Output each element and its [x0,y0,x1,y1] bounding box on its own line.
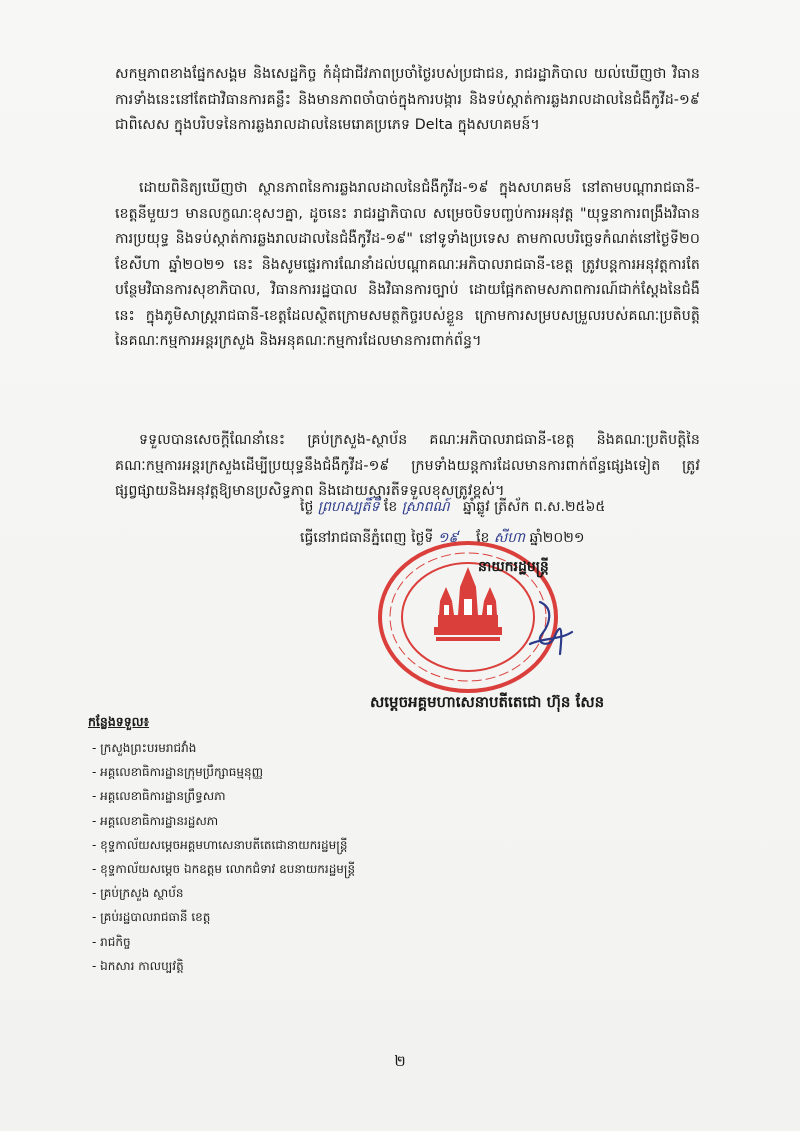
lunar-date-handwritten-day: ព្រហស្បតិ៍ទី [317,499,380,515]
solar-date-month-label: ខែ [476,530,490,546]
distribution-item: - ក្រសួងព្រះបរមរាជវាំង [92,736,355,760]
lunar-date-prefix: ថ្ងៃ [300,499,314,515]
distribution-list [92,736,355,978]
solar-date-year: ឆ្នាំ២០២១ [529,530,585,546]
lunar-date-handwritten-month: ស្រាពណ៍ [401,499,450,515]
signer-name: សម្តេចអគ្គមហាសេនាបតីតេជោ ហ៊ុន សែន [370,693,605,711]
distribution-item: - ខុទ្ទកាល័យសម្តេចអគ្គមហាសេនាបតីតេជោនាយករដ្ឋមន្ត្រី [92,833,355,857]
lunar-date-year: ឆ្នាំឆ្លូវ ត្រីស័ក ព.ស.២៥៦៥ [463,499,606,515]
distribution-item: - អគ្គលេខាធិការដ្ឋានក្រុមប្រឹក្សាធម្មនុញ្ញ [92,760,355,784]
distribution-item: - គ្រប់រដ្ឋបាលរាជធានី ខេត្ត [92,905,355,929]
distribution-item: - គ្រប់ក្រសួង ស្ថាប័ន [92,881,355,905]
signature-icon [520,594,580,666]
distribution-item: - រាជកិច្ច [92,930,355,954]
distribution-item: - ឯកសារ កាលប្បវត្តិ [92,954,355,978]
solar-date-prefix: ធ្វើនៅរាជធានីភ្នំពេញ ថ្ងៃទី [300,530,434,546]
paragraph-1: សកម្មភាពខាងផ្នែកសង្គម និងសេដ្ឋកិច្ច កំដុំជាជីវភាពប្រចាំថ្ងៃរបស់ប្រជាជន, រាជរដ្ឋាភិបាល យល់ឃើញថា វិធានការទាំងនេះនៅតែជាវិធានការគន្លឹះ និងមានភាពចាំបាច់ក្នុងការបង្ការ និងទប់ស្កាត់ការឆ្លងរាលដាលនៃជំងឺកូវីដ-១៩ ជាពិសេស ក្នុងបរិបទនៃការឆ្លងរាលដាលនៃមេរោគប្រភេទ Delta ក្នុងសហគមន៍។ [115,66,700,133]
paragraph-3: ទទួលបានសេចក្តីណែនាំនេះ គ្រប់ក្រសួង-ស្ថាប័ន គណៈអភិបាលរាជធានី-ខេត្ត និងគណៈប្រតិបត្តិនៃគណៈកម្មការអន្តរក្រសួងដើម្បីប្រយុទ្ធនឹងជំងឺកូវីដ-១៩ ក្រមទាំងយន្តការដែលមានការពាក់ព័ន្ធផ្សេងទៀត ត្រូវផ្សព្វផ្សាយនិងអនុវត្តឱ្យមានប្រសិទ្ធភាព និងដោយស្មារតីទទួលខុសត្រូវខ្ពស់។ [115,432,700,499]
paragraph-2: ដោយពិនិត្យឃើញថា ស្ថានភាពនៃការឆ្លងរាលដាលនៃជំងឺកូវីដ-១៩ ក្នុងសហគមន៍ នៅតាមបណ្តារាជធានី-ខេត្តនីមួយៗ មានលក្ខណៈខុសៗគ្នា, ដូចនេះ រាជរដ្ឋាភិបាល សម្រេចបិទបញ្ចប់ការអនុវត្ត "យុទ្ធនាការពង្រឹងវិធានការប្រយុទ្ធ និងទប់ស្កាត់ការឆ្លងរាលដាលនៃជំងឺកូវីដ-១៩" នៅទូទាំងប្រទេស តាមកាលបរិច្ឆេទកំណត់នៅថ្ងៃទី២០ ខែសីហា ឆ្នាំ២០២១ នេះ និងសូមផ្ទេរការណែនាំដល់បណ្តាគណៈអភិបាលរាជធានី-ខេត្ត ត្រូវបន្តការអនុវត្តការតែបន្ថែមវិធានការសុខាភិបាល, វិធានការរដ្ឋបាល និងវិធានការច្បាប់ ដោយផ្អែកតាមសភាពការណ៍ជាក់ស្តែងនៃជំងឺនេះ ក្នុងភូមិសាស្ត្ររាជធានី-ខេត្តដែលស្ថិតក្រោមសមត្ថកិច្ចរបស់ខ្លួន ក្រោមការសម្របសម្រួលរបស់គណៈប្រតិបត្តិនៃគណៈកម្មការអន្តរក្រសួង និងអនុគណៈកម្មការដែលមានការពាក់ព័ន្ធ។ [115,180,700,349]
lunar-date-month-label: ខែ [383,499,398,515]
distribution-item: - អគ្គលេខាធិការដ្ឋានព្រឹទ្ធសភា [92,784,355,808]
page-number: ២ [394,1052,406,1070]
distribution-item: - ខុទ្ទកាល័យសម្តេច ឯកឧត្តម លោកជំទាវ ឧបនាយករដ្ឋមន្ត្រី [92,857,355,881]
distribution-heading: កន្លែងទទួល៖ [88,714,150,729]
role-title: នាយករដ្ឋមន្ត្រី [478,559,549,575]
solar-date-handwritten-month: សីហា [493,530,525,546]
lunar-date-line [300,496,605,518]
distribution-item: - អគ្គលេខាធិការដ្ឋានរដ្ឋសភា [92,809,355,833]
solar-date-handwritten-day: ១៩ [437,530,459,546]
